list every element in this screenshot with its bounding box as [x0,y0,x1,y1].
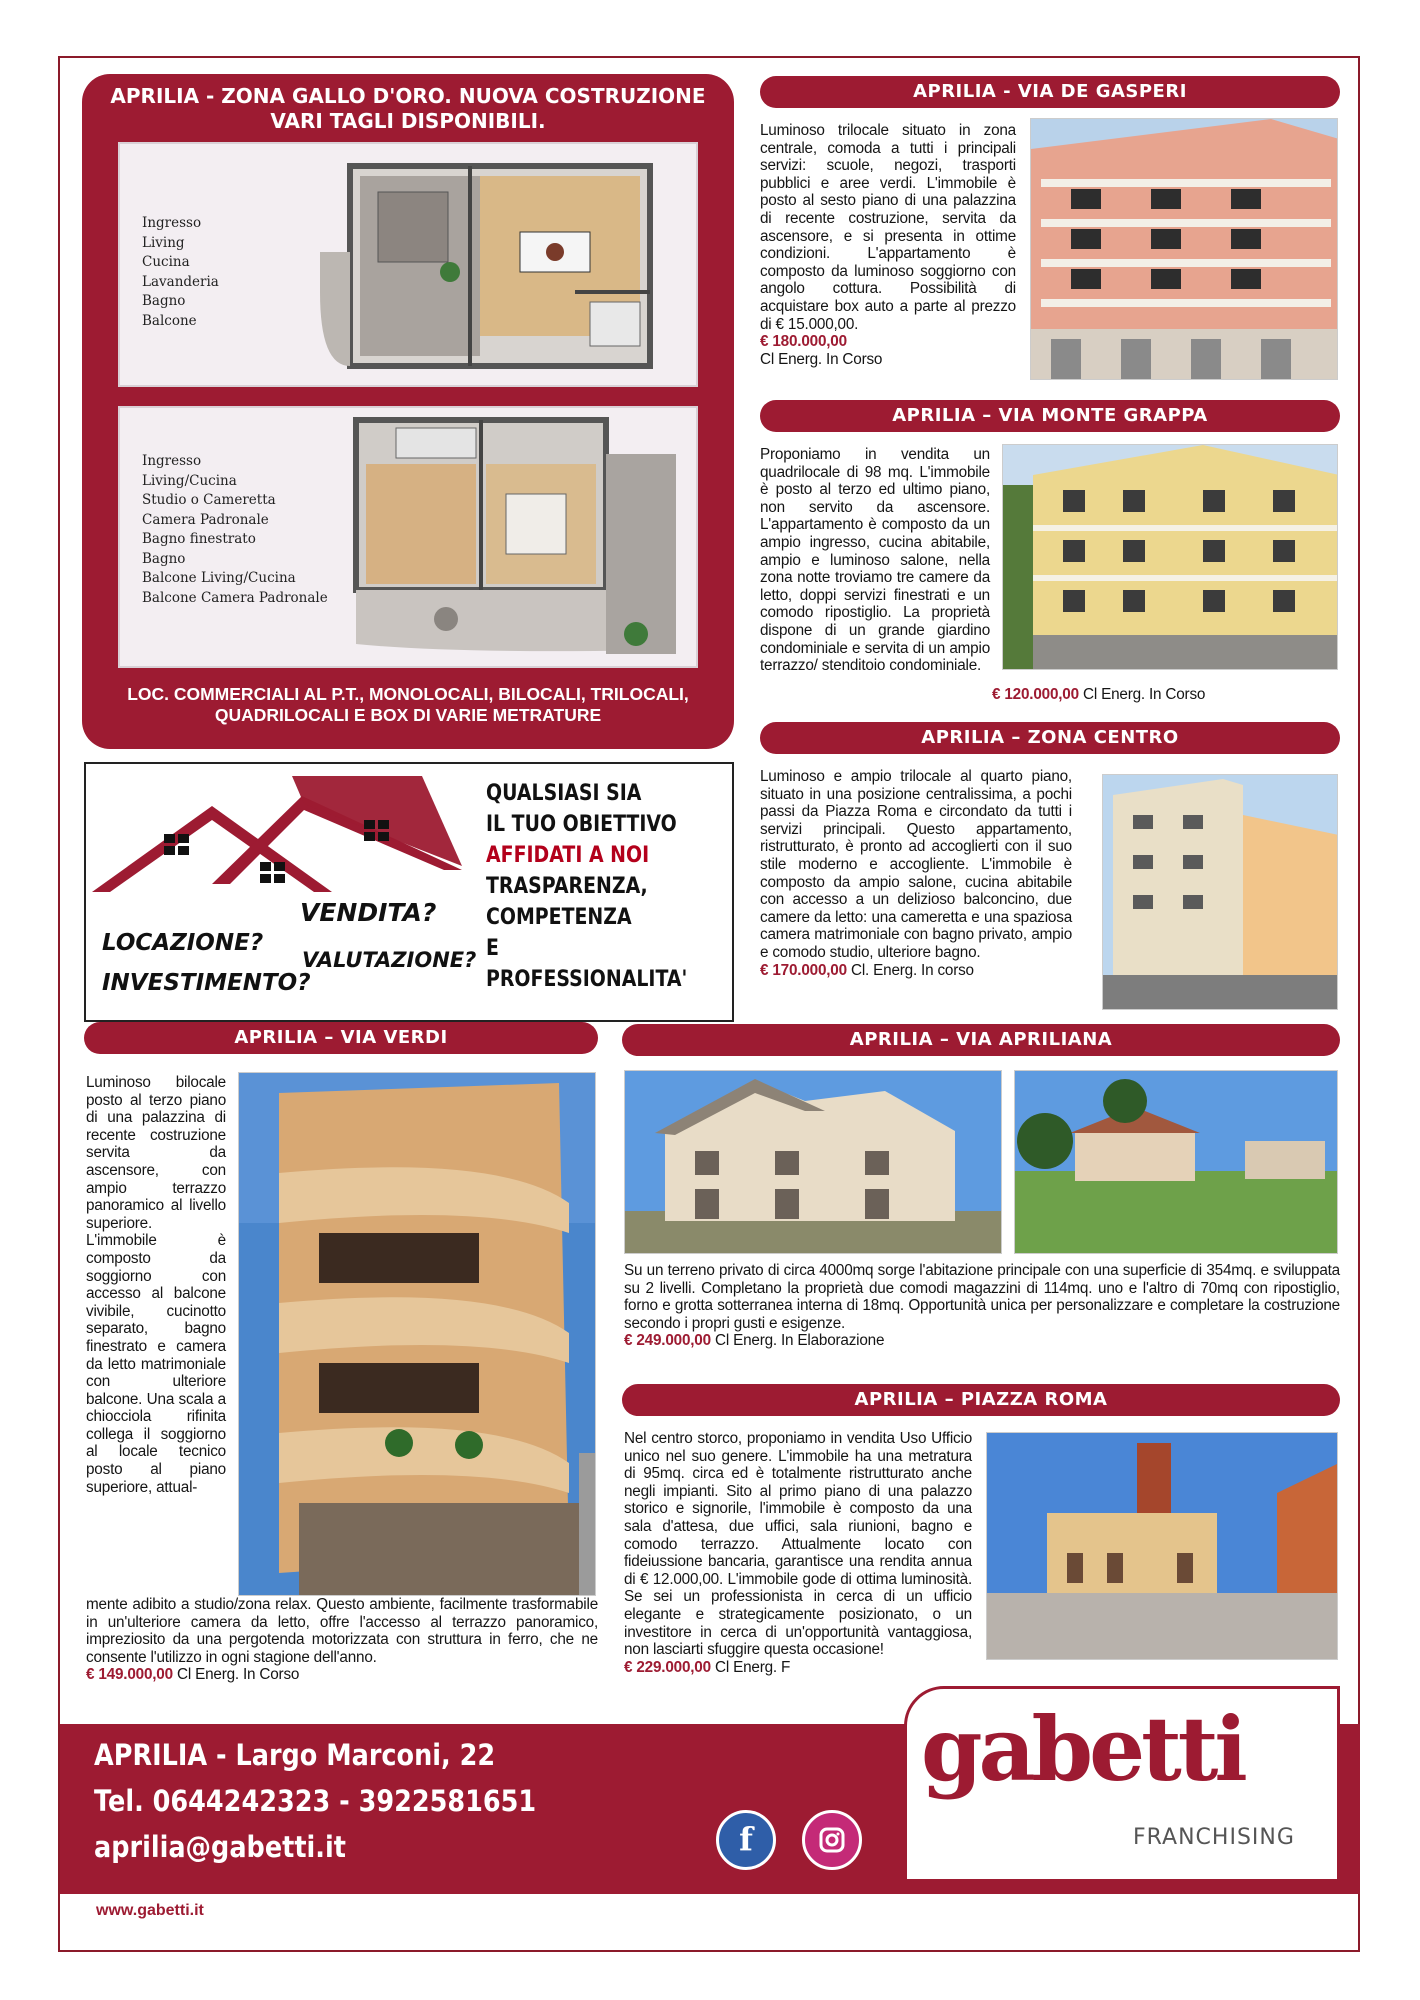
price-row [760,962,1072,980]
energy-class: Cl. Energ. In corso [850,961,974,979]
room-item: Ingresso [142,215,202,231]
floor-plan-1 [118,142,698,387]
facebook-glyph: f [739,1820,753,1858]
listing-montegrappa-price-row [992,686,1342,704]
slogan-line: E PROFESSIONALITA' [486,936,688,992]
listing-price: € 229.000,00 [624,1658,711,1676]
new-construction-footer [82,684,734,726]
ad-slogan [486,778,698,995]
facebook-icon[interactable] [716,1810,776,1870]
energy-class: Cl Energ. In Corso [760,350,883,368]
listing-title-centro: APRILIA – ZONA CENTRO [760,722,1340,754]
room-item: Living [142,234,185,251]
new-construction-title [82,84,734,134]
listing-price: € 180.000,00 [760,333,847,351]
agency-email[interactable]: aprilia@gabetti.it [94,1830,346,1864]
word-investimento: INVESTIMENTO? [102,970,311,996]
new-construction-panel [82,74,734,749]
listing-centro [760,768,1072,979]
listing-description: mente adibito a studio/zona relax. Questo ambiente, facilmente trasformabile in un'ulteriore camera da letto, offre l'accesso al terrazzo panoramico, impreziosito da una pergotenda motorizzata con struttura in ferro, che ne consente l'utilizzo in ogni stagione dell'anno. [86,1596,598,1666]
listing-piazzaroma [624,1430,972,1676]
gabetti-logo [904,1686,1340,1882]
logo-wordmark: gabetti [921,1697,1244,1801]
website-link[interactable]: www.gabetti.it [96,1902,204,1919]
energy-class: Cl Energ. In Elaborazione [714,1332,885,1350]
title-line: APRILIA - ZONA GALLO D'ORO. NUOVA COSTRUZIONE [110,84,706,108]
listing-description: Luminoso bilocale posto al terzo piano di una palazzina di recente costruzione servita da ascensore, con ampio terrazzo panoramico al livello superiore. L'immobile è composto da soggiorno con accesso al balcone vivibile, cucinotto separato, bagno finestrato e camera da letto matrimoniale con ulteriore balcone. Una scala a chiocciola rifinita collega il soggiorno al locale tecnico posto al piano superiore, attual- [86,1074,226,1496]
listing-description: Luminoso e ampio trilocale al quarto piano, situato in una posizione centralissima, a pochi passi da Piazza Roma e circondato da tutti i servizi principali. Questo appartamento, ristrutturato, è pronto ad accoglierti con il suo stile moderno e accogliente. L'immobile è composto da ampio salone, cucina abitabile con accesso a un delizioso balconcino, due camere da letto: una cameretta e una spaziosa camera matrimoniale con bagno privato, ampio e comodo studio, ulteriore bagno. [760,768,1072,961]
energy-class: Cl Energ. In Corso [176,1666,300,1684]
price-row [624,1332,1340,1350]
price-row [624,1659,972,1677]
listing-price: € 170.000,00 [760,961,847,979]
floor-plan-2 [118,406,698,668]
footer-line: QUADRILOCALI E BOX DI VARIE METRATURE [214,705,602,725]
listing-title-verdi: APRILIA – VIA VERDI [84,1022,598,1054]
photo-degasperi [1030,118,1338,380]
room-item: Balcone Living/Cucina [142,570,296,586]
room-item: Cucina [142,254,190,270]
room-item: Living/Cucina [142,472,237,489]
photo-piazzaroma [986,1432,1338,1660]
price-row [86,1666,598,1684]
listing-verdi-wide [86,1596,598,1684]
room-item: Studio o Cameretta [142,492,276,508]
slogan-line: TRASPARENZA, [486,874,648,899]
listing-price: € 120.000,00 [992,686,1079,703]
room-item: Lavanderia [142,273,219,290]
photo-centro [1102,774,1338,1010]
listing-title-apriliana: APRILIA – VIA APRILIANA [622,1024,1340,1056]
listing-degasperi [760,122,1016,368]
floor-plan-1-drawing [320,152,696,380]
logo-subtitle: FRANCHISING [1133,1825,1295,1850]
plan2-room-list [142,452,328,608]
word-locazione: LOCAZIONE? [102,930,264,956]
roofs-icon [92,774,482,904]
room-item: Camera Padronale [142,511,269,528]
listing-description: Proponiamo in vendita un quadrilocale di 98 mq. L'immobile è posto al terzo ed ultimo piano, non servito da ascensore. L'appartamento è composto da un ampio ingresso, cucina abitabile, ampio e luminoso salone, nella zona notte troviamo tre camere da letto, doppi servizi finestrati e un comodo ripostiglio. La proprietà dispone di un grande giardino condominiale e servita di un ampio terrazzo/ stenditoio condominiale. [760,446,990,675]
listing-price: € 249.000,00 [624,1332,711,1350]
room-item: Balcone [142,312,197,329]
services-ad [84,762,734,1022]
listing-verdi-narrow [86,1074,226,1496]
word-vendita: VENDITA? [300,898,437,927]
footer-line: LOC. COMMERCIALI AL P.T., MONOLOCALI, BILOCALI, TRILOCALI, [127,684,689,704]
listing-description: Su un terreno privato di circa 4000mq sorge l'abitazione principale con una superficie di 354mq. e sviluppata su 2 livelli. Completano la proprietà due comodi magazzini di 114mq. uno e l'altro di 70mq con ripostiglio, forno e grotta sotterranea interna di 18mq. Opportunità unica per personalizzare e completare la costruzione secondo i propri gusti e esigenze. [624,1262,1340,1332]
room-item: Bagno [142,550,186,567]
photo-apriliana-land [1014,1070,1338,1254]
listing-montegrappa [760,446,990,675]
floor-plan-2-drawing [336,414,696,664]
room-item: Balcone Camera Padronale [142,589,328,606]
listing-title-montegrappa: APRILIA – VIA MONTE GRAPPA [760,400,1340,432]
listing-apriliana [624,1262,1340,1350]
room-item: Ingresso [142,453,202,469]
agency-address: APRILIA - Largo Marconi, 22 [94,1738,496,1772]
room-item: Bagno finestrato [142,531,256,547]
listing-price: € 149.000,00 [86,1666,173,1684]
room-item: Bagno [142,293,186,309]
photo-verdi [238,1072,596,1596]
energy-class: Cl Energ. F [714,1658,791,1676]
plan1-room-list [142,214,219,331]
agency-phone[interactable]: Tel. 0644242323 - 3922581651 [94,1784,537,1818]
photo-montegrappa [1002,444,1338,670]
photo-apriliana-house [624,1070,1002,1254]
word-valutazione: VALUTAZIONE? [302,948,477,972]
listing-title-piazzaroma: APRILIA – PIAZZA ROMA [622,1384,1340,1416]
slogan-line: IL TUO OBIETTIVO [486,812,677,837]
title-line: VARI TAGLI DISPONIBILI. [270,109,546,133]
instagram-icon[interactable] [802,1810,862,1870]
energy-class: Cl Energ. In Corso [1082,686,1206,703]
slogan-line: QUALSIASI SIA [486,781,642,806]
listing-description: Nel centro storco, proponiamo in vendita Uso Ufficio unico nel suo genere. L'immobile ha una metratura di 95mq. circa ed è totalmente ristrutturato anche negli impianti. Sito al primo piano di una palazzo storico e signorile, l'immobile è composto da una sala d'attesa, due uffici, sala riunioni, bagno e comodo terrazzo. Attualmente locato con fideiussione bancaria, garantisce una rendita annua di € 12.000,00. L'immobile gode di ottima luminosità. Se sei un professionista in cerca di un ufficio elegante e strategicamente posizionato, o un investitore in cerca di un'opportunità vantaggiosa, non lasciarti sfuggire questa occasione! [624,1430,972,1659]
listing-description: Luminoso trilocale situato in zona centrale, comoda a tutti i principali servizi: scuole, negozi, trasporti pubblici e aree verdi. L'immobile è posto al sesto piano di una palazzina di recente costruzione, servita da ascensore, e si presenta in ottime condizioni. L'appartamento è composto da luminoso soggiorno con angolo cottura. Possibilità di acquistare box auto a parte al prezzo di € 15.000,00. [760,122,1016,333]
slogan-line: COMPETENZA [486,905,632,930]
slogan-line-highlight: AFFIDATI A NOI [486,843,650,868]
listing-title-degasperi: APRILIA - VIA DE GASPERI [760,76,1340,108]
